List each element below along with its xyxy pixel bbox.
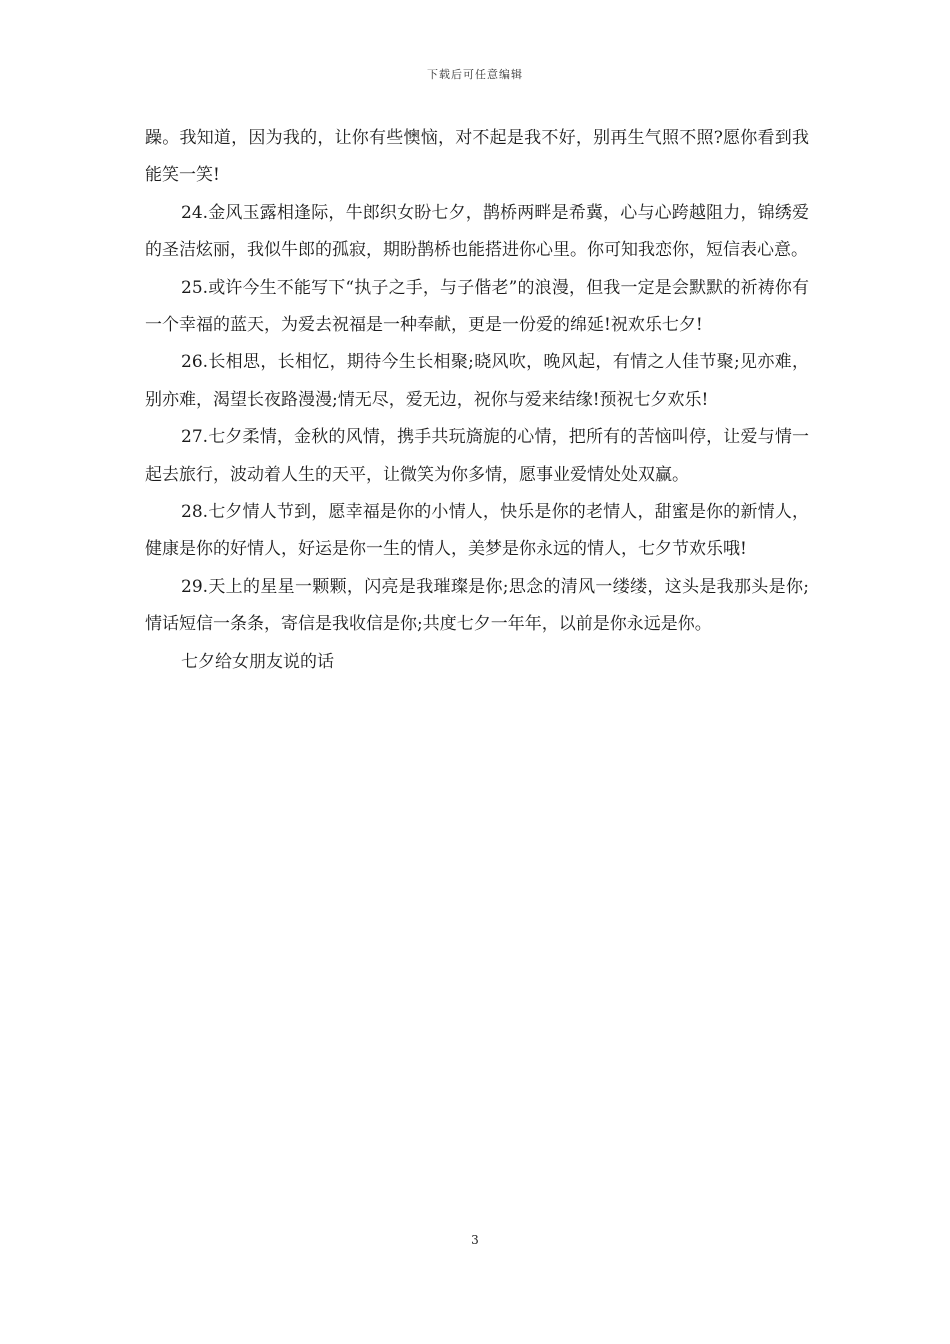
paragraph-26: 26.长相思，长相忆，期待今生长相聚;晓风吹，晚风起，有情之人佳节聚;见亦难，别亦难，渴望长夜路漫漫;情无尽，爱无边，祝你与爱来结缘!预祝七夕欢乐! xyxy=(145,352,809,410)
paragraph-25: 25.或许今生不能写下“执子之手，与子偕老”的浪漫，但我一定是会默默的祈祷你有一个幸福的蓝天，为爱去祝福是一种奉献，更是一份爱的绵延!祝欢乐七夕! xyxy=(145,277,809,336)
document-body xyxy=(145,120,809,681)
section-heading: 七夕给女朋友说的话 xyxy=(181,651,334,672)
paragraph-28: 28.七夕情人节到，愿幸福是你的小情人，快乐是你的老情人，甜蜜是你的新情人，健康是你的好情人，好运是你一生的情人，美梦是你永远的情人，七夕节欢乐哦! xyxy=(145,502,809,560)
paragraph-continued: 躁。我知道，因为我的，让你有些懊恼，对不起是我不好，别再生气照不照?愿你看到我能笑一笑! xyxy=(145,128,809,186)
paragraph-29: 29.天上的星星一颗颗，闪亮是我璀璨是你;思念的清风一缕缕，这头是我那头是你;情话短信一条条，寄信是我收信是你;共度七夕一年年，以前是你永远是你。 xyxy=(145,576,809,635)
paragraph-27: 27.七夕柔情，金秋的风情，携手共玩旖旎的心情，把所有的苦恼叫停，让爱与情一起去旅行，波动着人生的天平，让微笑为你多情，愿事业爱情处处双赢。 xyxy=(145,427,809,485)
page-header: 下载后可任意编辑 xyxy=(427,68,523,81)
page-number: 3 xyxy=(471,1233,479,1247)
paragraph-24: 24.金风玉露相逢际，牛郎织女盼七夕，鹊桥两畔是希冀，心与心跨越阻力，锦绣爱的圣洁炫丽，我似牛郎的孤寂，期盼鹊桥也能搭进你心里。你可知我恋你，短信表心意。 xyxy=(145,202,809,261)
